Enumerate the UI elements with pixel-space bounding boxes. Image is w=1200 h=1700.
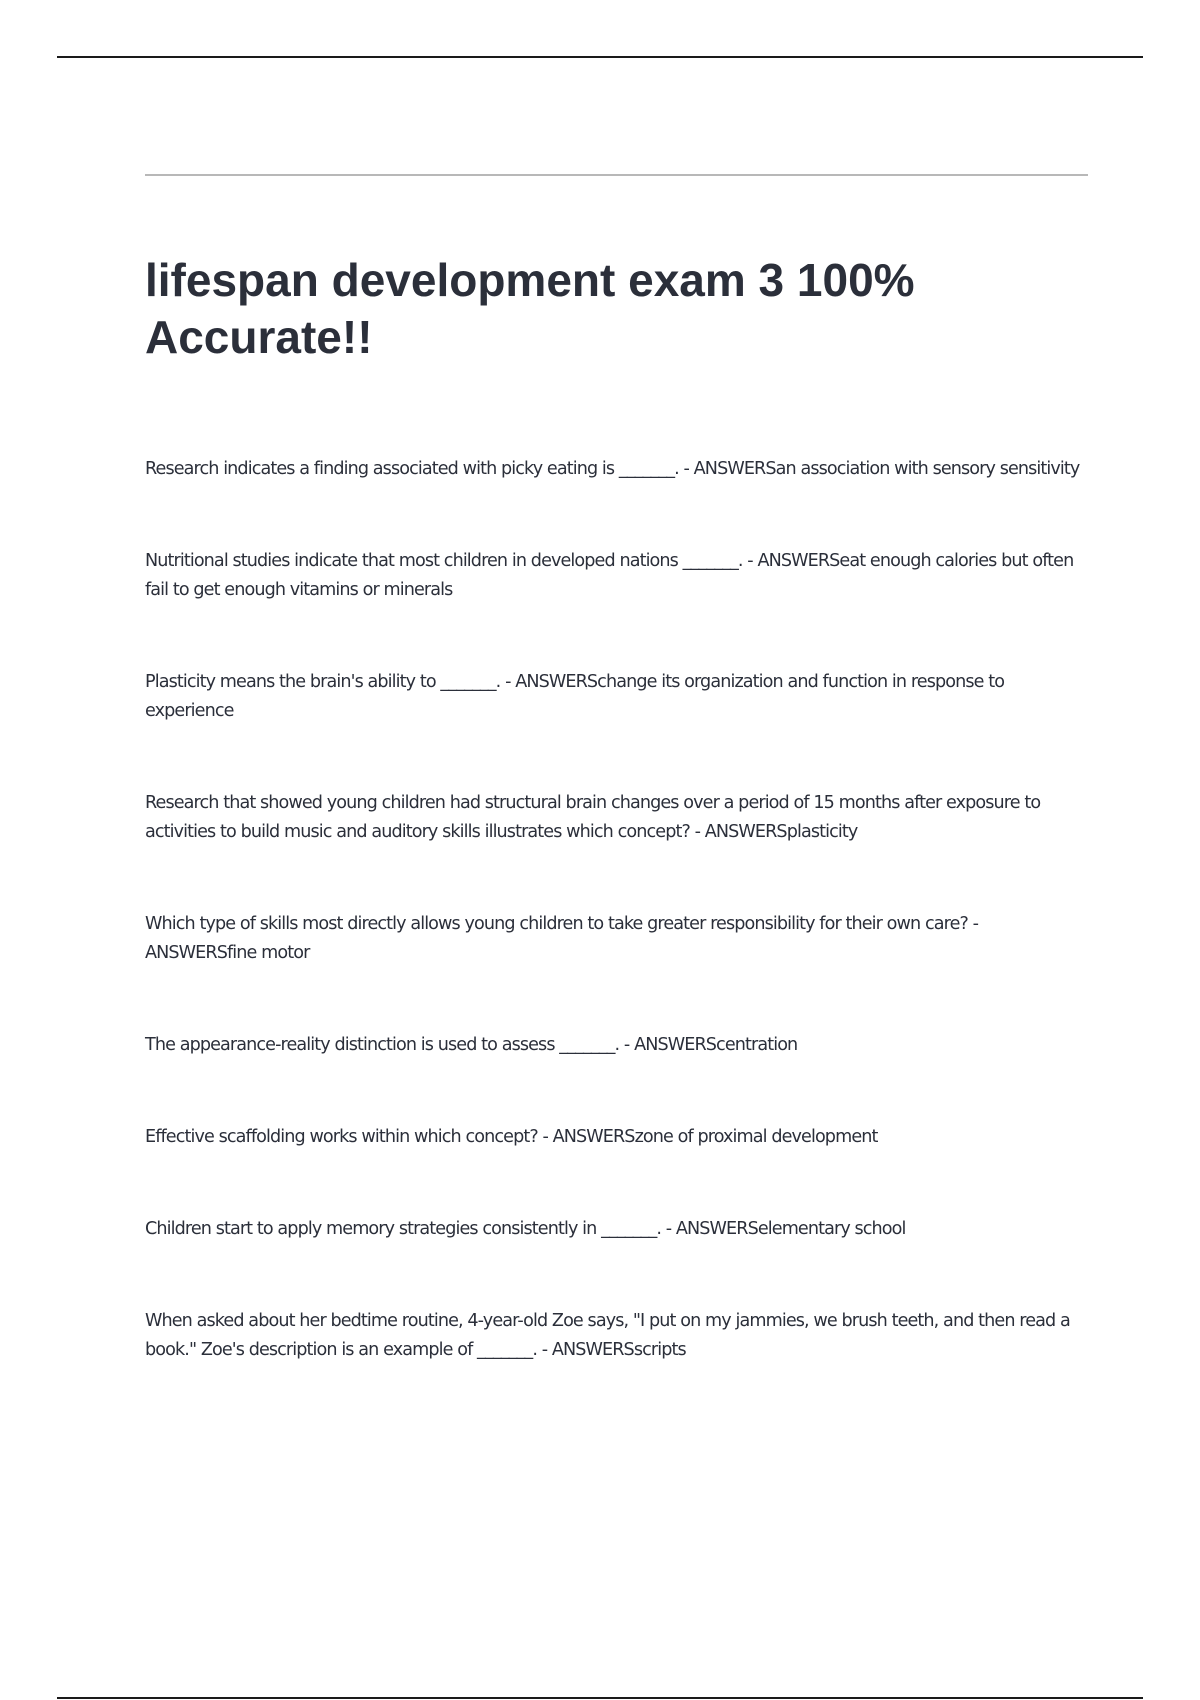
qa-item: Children start to apply memory strategies consistently in _______. - ANSWERSelementary school bbox=[145, 1219, 906, 1239]
qa-item: Plasticity means the brain's ability to _______. - ANSWERSchange its organization and function in response to experience bbox=[145, 672, 1005, 721]
document-title: lifespan development exam 3 100% Accurate!! bbox=[145, 254, 915, 363]
page-top-rule bbox=[57, 56, 1143, 58]
qa-item: The appearance-reality distinction is used to assess _______. - ANSWERScentration bbox=[145, 1035, 798, 1055]
qa-item: Effective scaffolding works within which concept? - ANSWERSzone of proximal development bbox=[145, 1127, 878, 1147]
qa-item: When asked about her bedtime routine, 4-year-old Zoe says, "I put on my jammies, we brush teeth, and then read a book." Zoe's description is an example of _______. - ANSWERSscripts bbox=[145, 1311, 1070, 1360]
qa-item: Research that showed young children had structural brain changes over a period of 15 months after exposure to activities to build music and auditory skills illustrates which concept? - ANSWERSplasticity bbox=[145, 793, 1041, 842]
question-answer-list bbox=[145, 455, 1091, 1365]
qa-item: Which type of skills most directly allows young children to take greater responsibility for their own care? - ANSWERSfine motor bbox=[145, 914, 979, 963]
title-divider bbox=[145, 174, 1088, 176]
qa-item: Nutritional studies indicate that most children in developed nations _______. - ANSWERSeat enough calories but often fail to get enough vitamins or minerals bbox=[145, 551, 1074, 600]
page-bottom-rule bbox=[57, 1697, 1143, 1699]
qa-item: Research indicates a finding associated with picky eating is _______. - ANSWERSan association with sensory sensitivity bbox=[145, 459, 1080, 479]
